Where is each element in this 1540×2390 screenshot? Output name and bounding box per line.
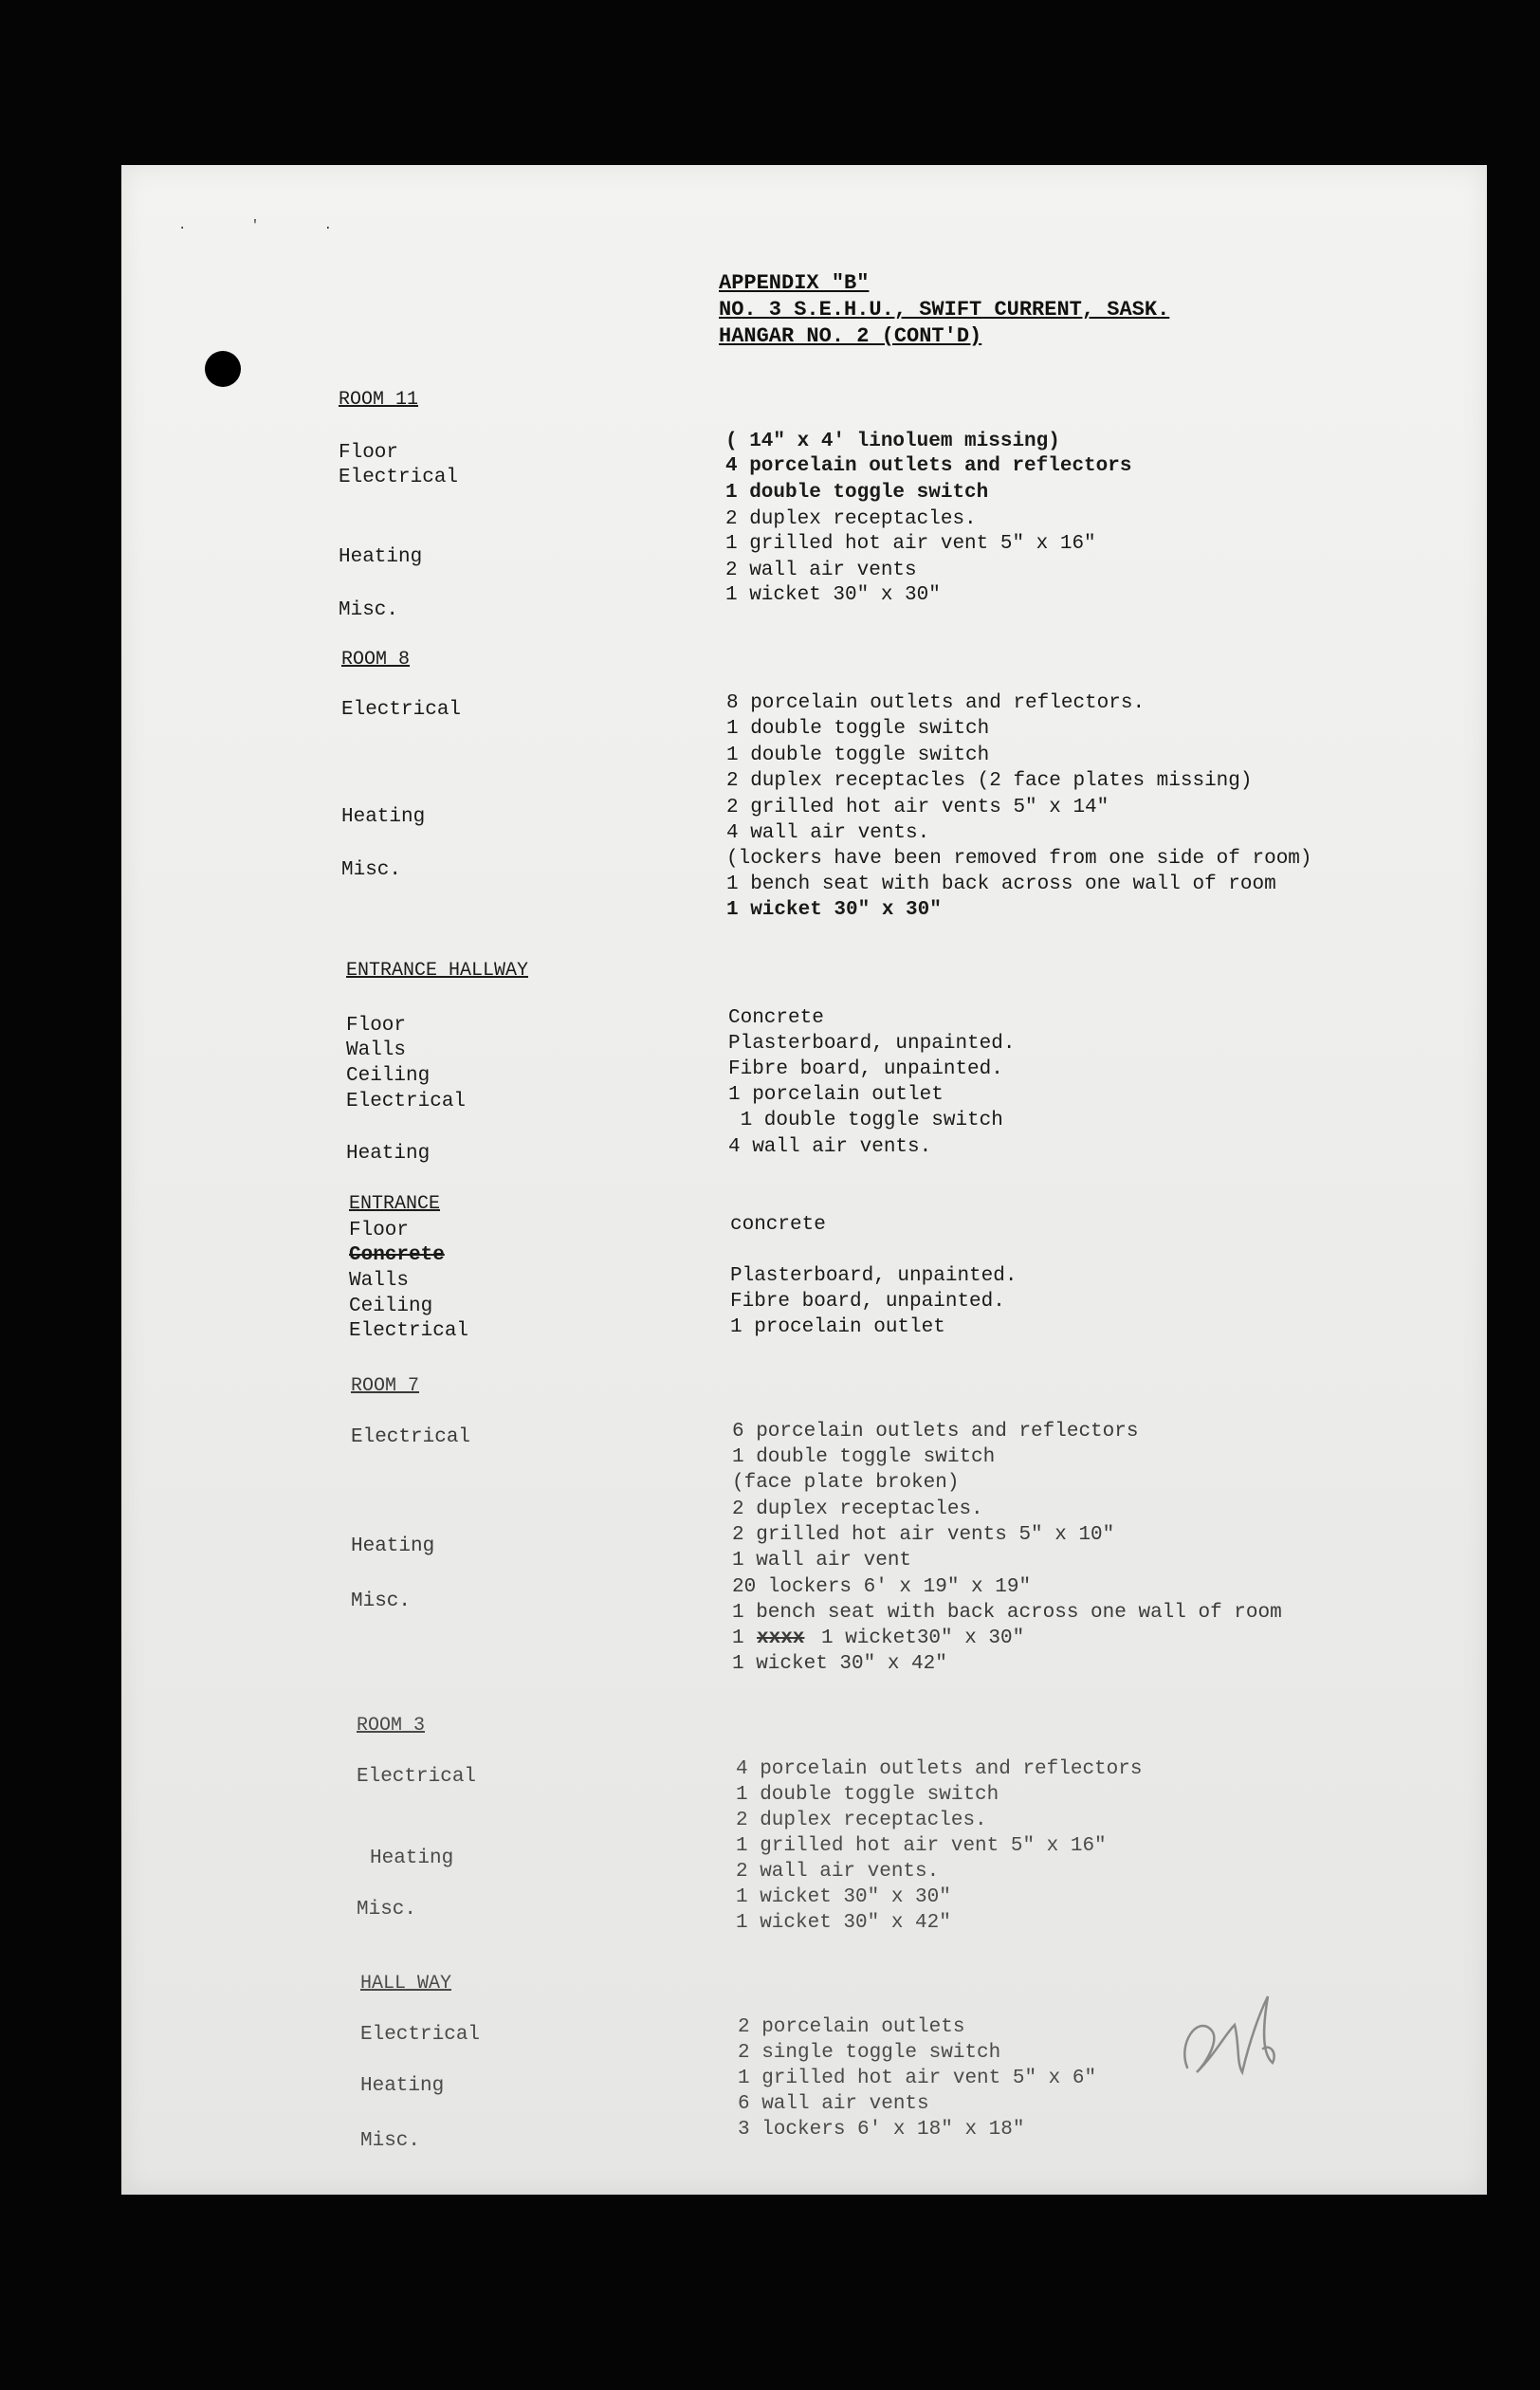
item: 1 wicket30" x 30" (821, 1627, 1025, 1649)
item: 2 wall air vents. (736, 1861, 940, 1883)
section-title-room-7: ROOM 7 (351, 1375, 420, 1397)
label-walls: Walls (349, 1270, 410, 1292)
label-floor: Floor (346, 1015, 407, 1037)
item: 6 porcelain outlets and reflectors (732, 1421, 1139, 1443)
handwritten-initials (1168, 1977, 1292, 2101)
item: 8 porcelain outlets and reflectors. (726, 692, 1146, 714)
label-misc: Misc. (360, 2130, 421, 2152)
item: 1 grilled hot air vent 5" x 16" (736, 1835, 1107, 1857)
item: 1 bench seat with back across one wall of room (726, 873, 1276, 895)
label-electrical: Electrical (346, 1091, 467, 1112)
item: 1 wall air vent (732, 1550, 912, 1572)
item: 4 wall air vents. (728, 1136, 932, 1158)
item: concrete (730, 1214, 826, 1236)
label-ceiling: Ceiling (346, 1065, 431, 1087)
item: (lockers have been removed from one side of room) (726, 848, 1312, 870)
item: 4 porcelain outlets and reflectors (725, 455, 1132, 477)
item: 3 lockers 6' x 18" x 18" (738, 2119, 1025, 2141)
item: 1 wicket 30" x 42" (736, 1912, 951, 1934)
label-electrical: Electrical (341, 699, 462, 721)
item: 2 duplex receptacles. (732, 1498, 983, 1520)
item: 1 double toggle switch (736, 1784, 999, 1806)
item: 2 grilled hot air vents 5" x 14" (726, 797, 1109, 818)
label-misc: Misc. (357, 1899, 417, 1921)
item: Plasterboard, unpainted. (730, 1265, 1018, 1287)
section-title-hall-way: HALL WAY (360, 1973, 452, 1995)
label-electrical: Electrical (349, 1320, 469, 1342)
label-floor: Floor (339, 442, 399, 464)
label-heating: Heating (351, 1535, 435, 1557)
item: 2 duplex receptacles. (736, 1810, 987, 1831)
item: ( 14" x 4' linoluem missing) (725, 431, 1060, 452)
item: 4 wall air vents. (726, 822, 930, 844)
section-title-entrance-hallway: ENTRANCE HALLWAY (346, 960, 529, 982)
item: 2 duplex receptacles. (725, 508, 977, 530)
item: Fibre board, unpainted. (728, 1058, 1003, 1080)
label-misc: Misc. (339, 599, 399, 621)
label-electrical: Electrical (339, 467, 459, 488)
section-title-room-3: ROOM 3 (357, 1715, 426, 1737)
item: 1 grilled hot air vent 5" x 16" (725, 533, 1096, 555)
item: 1 wicket 30" x 30" (736, 1886, 951, 1908)
label-electrical: Electrical (360, 2024, 481, 2046)
label-ceiling: Ceiling (349, 1296, 433, 1317)
label-heating: Heating (370, 1848, 454, 1869)
label-heating: Heating (346, 1143, 431, 1165)
section-title-room-8: ROOM 8 (341, 649, 411, 671)
label-electrical: Electrical (351, 1426, 471, 1448)
item: Fibre board, unpainted. (730, 1291, 1005, 1313)
struck-text: Concrete (349, 1244, 445, 1266)
punch-hole (205, 351, 241, 387)
item: Plasterboard, unpainted. (728, 1033, 1016, 1055)
label-electrical: Electrical (357, 1766, 477, 1788)
item: 1 double toggle switch (725, 482, 989, 504)
section-title-room-11: ROOM 11 (339, 389, 419, 411)
item: 6 wall air vents (738, 2093, 929, 2115)
label-walls: Walls (346, 1039, 407, 1061)
item: 1 double toggle switch (728, 1110, 1003, 1131)
item: 2 single toggle switch (738, 2042, 1001, 2064)
item: 4 porcelain outlets and reflectors (736, 1758, 1143, 1780)
section-title-entrance: ENTRANCE (349, 1193, 441, 1215)
item: (face plate broken) (732, 1472, 960, 1494)
label-floor: Floor (349, 1220, 410, 1241)
label-heating: Heating (341, 806, 426, 828)
item: 2 porcelain outlets (738, 2016, 965, 2038)
header-hangar: HANGAR NO. 2 (CONT'D) (719, 324, 982, 348)
label-misc: Misc. (351, 1590, 412, 1612)
item: 1 wicket 30" x 30" (725, 584, 941, 606)
paper-specks: . ' . (178, 218, 361, 233)
item: 2 grilled hot air vents 5" x 10" (732, 1524, 1115, 1546)
item: 1 double toggle switch (726, 718, 990, 740)
item: Concrete (728, 1007, 824, 1029)
item: 1 double toggle switch (726, 745, 990, 766)
document-header (719, 270, 1169, 350)
item: 1 double toggle switch (732, 1446, 996, 1468)
item: 1 porcelain outlet (728, 1084, 944, 1106)
item: 2 wall air vents (725, 560, 917, 581)
header-unit: NO. 3 S.E.H.U., SWIFT CURRENT, SASK. (719, 298, 1170, 322)
item-number: 1 (732, 1627, 757, 1649)
header-appendix: APPENDIX "B" (719, 271, 870, 295)
item: 1 wicket 30" x 30" (726, 899, 942, 921)
item: 1 bench seat with back across one wall of room (732, 1602, 1282, 1624)
label-heating: Heating (360, 2075, 445, 2097)
item: 1 wicket 30" x 42" (732, 1653, 947, 1675)
item: 20 lockers 6' x 19" x 19" (732, 1576, 1032, 1598)
label-heating: Heating (339, 546, 423, 568)
item: 1 procelain outlet (730, 1316, 945, 1338)
item: 1 grilled hot air vent 5" x 6" (738, 2068, 1097, 2089)
item: 2 duplex receptacles (2 face plates missing) (726, 770, 1253, 792)
struck-text: xxxx (757, 1627, 805, 1649)
label-misc: Misc. (341, 859, 402, 881)
